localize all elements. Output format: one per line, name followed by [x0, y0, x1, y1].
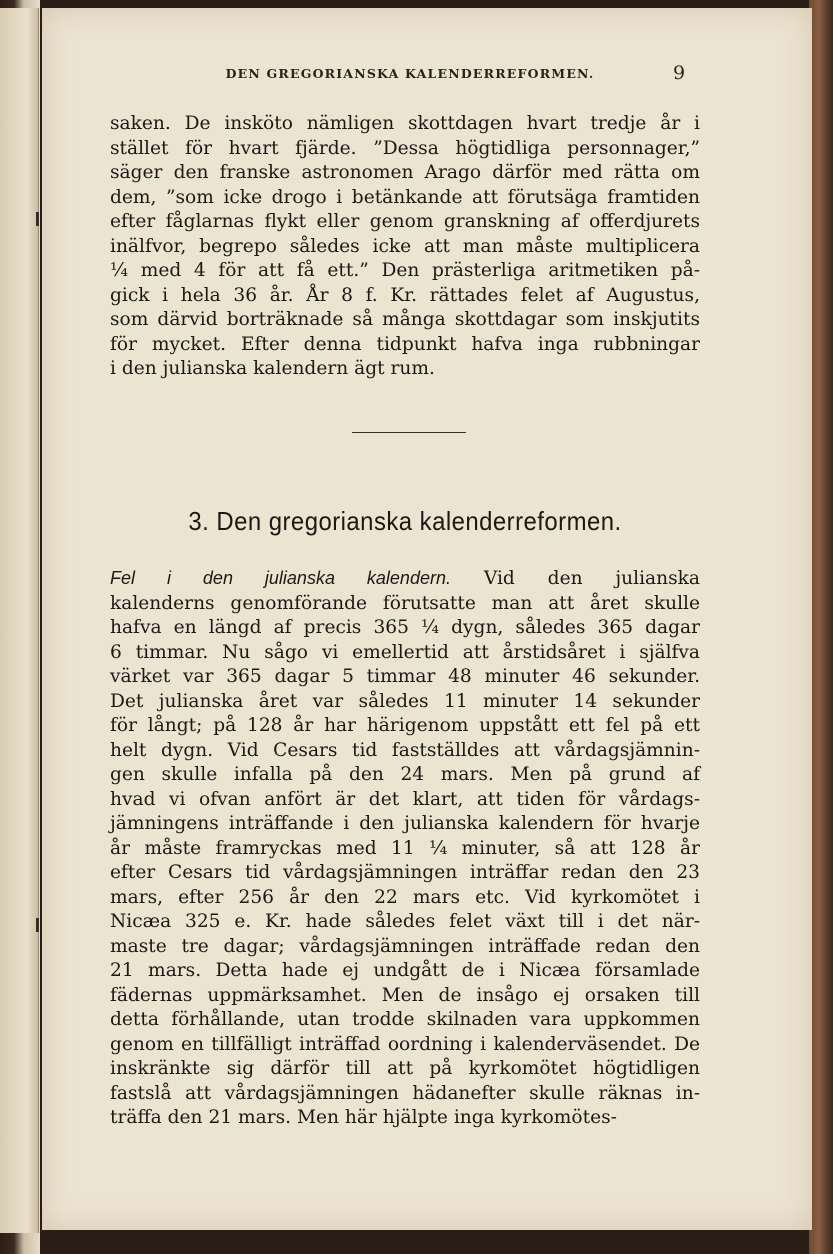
text-line: inälfvor, begrepo således icke att man måste multiplicera — [110, 235, 700, 257]
text-line: Nicæa 325 e. Kr. hade således felet växt till i det när- — [110, 911, 700, 932]
margin-mark — [36, 212, 39, 226]
text-line: år måste framryckas med 11 ¼ minuter, så att 128 år — [110, 837, 700, 859]
text-line: kalenderns genomförande förutsatte man att året skulle — [110, 592, 700, 614]
text-line: för långt; på 128 år har härigenom uppstått ett fel på ett — [110, 715, 700, 736]
text-line: Det julianska året var således 11 minuter 14 sekunder — [110, 690, 700, 712]
margin-mark — [36, 918, 39, 932]
text-line: ¼ med 4 för att få ett.” Den prästerliga aritmetiken på- — [110, 260, 700, 281]
text-line: för mycket. Efter denna tidpunkt hafva inga rubbningar — [110, 333, 700, 355]
text-line: fastslå att vårdagsjämningen hädanefter skulle räknas in- — [110, 1082, 700, 1104]
text-line: saken. De insköto nämligen skottdagen hvart tredje år i — [110, 113, 700, 134]
page-number: 9 — [673, 62, 686, 84]
text-line: i den julianska kalendern ägt rum. — [110, 358, 435, 379]
text-line: genom en tillfälligt inträffad oordning i kalenderväsendet. De — [110, 1033, 700, 1055]
text-line: hvad vi ofvan anfört är det klart, att tiden för vårdags- — [110, 788, 700, 810]
text-line: fädernas uppmärksamhet. Men de insågo ej orsaken till — [110, 984, 700, 1006]
text-line: 6 timmar. Nu sågo vi emellertid att årstidsåret i själfva — [110, 641, 700, 663]
subsection-lead: Fel i den julianska kalendern. — [110, 568, 451, 588]
section-divider — [352, 432, 466, 433]
text-line: stället för hvart fjärde. ”Dessa högtidliga personnager,” — [110, 137, 700, 159]
section-heading: 3. Den gregorianska kalenderreformen. — [188, 506, 622, 536]
text-line: som därvid borträknade så många skottdagar som inskjutits — [110, 309, 700, 330]
paragraph-2 — [110, 566, 700, 1131]
text-line — [110, 566, 700, 592]
text-line: efter Cesars tid vårdagsjämningen inträffar redan den 23 — [110, 862, 700, 883]
text-line: detta förhållande, utan trodde skilnaden vara uppkommen — [110, 1009, 700, 1030]
text-line: gen skulle infalla på den 24 mars. Men på grund af — [110, 764, 700, 785]
text-line: maste tre dagar; vårdagsjämningen inträffade redan den — [110, 935, 700, 957]
paragraph-1 — [110, 112, 700, 382]
text-line: säger den franske astronomen Arago därför med rätta om — [110, 162, 700, 183]
text-line: värket var 365 dagar 5 timmar 48 minuter 46 sekunder. — [110, 666, 700, 687]
text-line: jämningens inträffande i den julianska kalendern för hvarje — [110, 813, 700, 834]
text-line: dem, ”som icke drogo i betänkande att förutsäga framtiden — [110, 186, 700, 208]
text-fragment: Vid den julianska — [450, 568, 701, 589]
book-cover-edge — [809, 0, 833, 1254]
text-line: helt dygn. Vid Cesars tid fastställdes att vårdagsjämnin- — [110, 739, 700, 761]
text-line: träffa den 21 mars. Men här hjälpte inga kyrkomötes- — [110, 1107, 617, 1128]
running-header: DEN GREGORIANSKA KALENDERREFORMEN. — [225, 66, 595, 81]
text-line: efter fåglarnas flykt eller genom granskning af offerdjurets — [110, 211, 700, 232]
text-line: 21 mars. Detta hade ej undgått de i Nicæa församlade — [110, 960, 700, 981]
text-line: inskränkte sig därför till att på kyrkomötet högtidligen — [110, 1058, 700, 1079]
text-line: mars, efter 256 år den 22 mars etc. Vid kyrkomötet i — [110, 886, 700, 908]
text-line: gick i hela 36 år. År 8 f. Kr. rättades felet af Augustus, — [110, 284, 700, 306]
text-line: hafva en längd af precis 365 ¼ dygn, således 365 dagar — [110, 617, 700, 638]
previous-page-edge — [0, 8, 39, 1233]
